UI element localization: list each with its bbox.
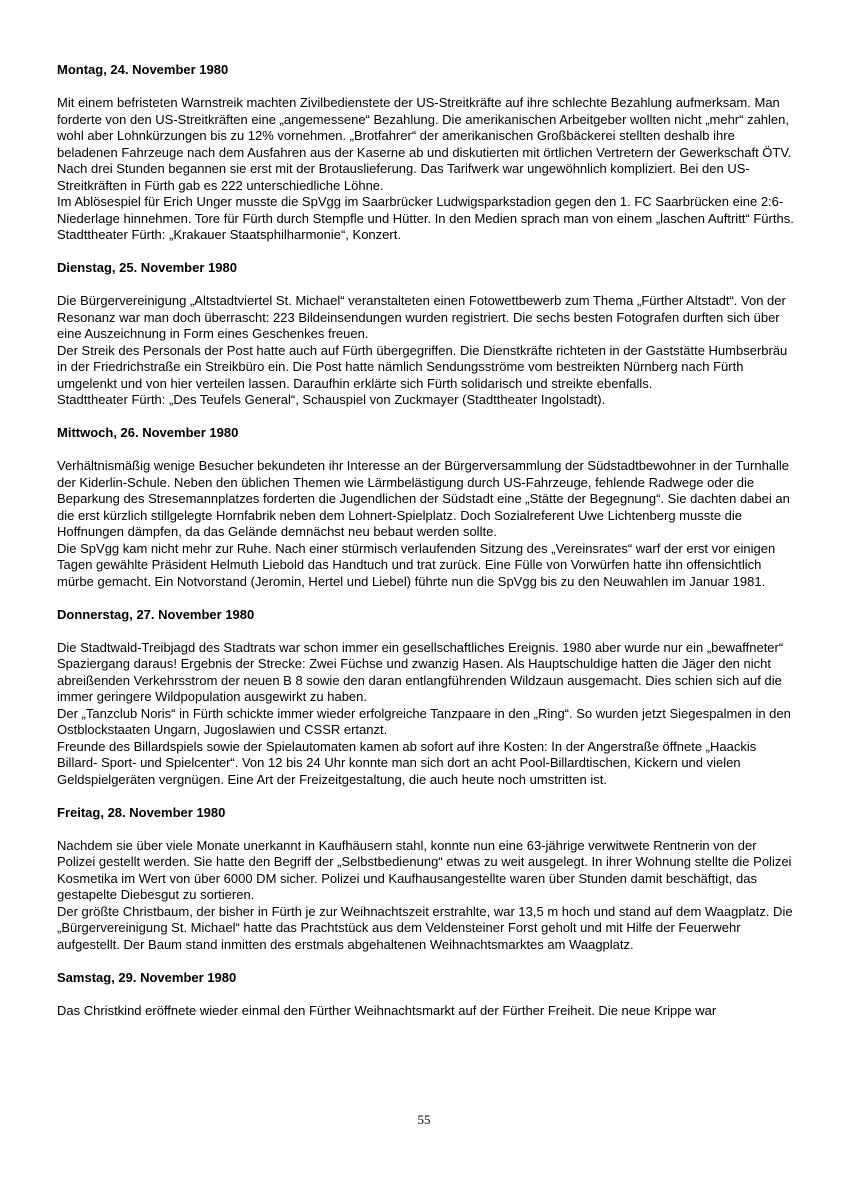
entry-heading: Donnerstag, 27. November 1980 — [57, 606, 255, 622]
diary-entry-monday — [57, 62, 797, 244]
entry-heading: Freitag, 28. November 1980 — [57, 804, 226, 820]
entry-paragraph: Verhältnismäßig wenige Besucher bekundeten ihr Interesse an der Bürgerversammlung der Südstadtbewohner in der Turnhalle der Kiderlin-Schule. Neben den üblichen Themen wie Lärmbelästigung durch US-Fahrzeuge, fehlende Radwege oder die Beparkung des Stresemannplatzes forderten die Jugendlichen der Südstadt eine „Stätte der Begegnung“. Sie dachten dabei an die erst kürzlich stillgelegte Hornfabrik neben dem Lohnert-Spielplatz. Doch Sozialreferent Uwe Lichtenberg musste die Hoffnungen dämpfen, da das Gelände demnächst neu bebaut werden sollte. — [57, 458, 790, 539]
diary-entry-thursday — [57, 607, 797, 789]
entry-paragraph: Die Stadtwald-Treibjagd des Stadtrats war schon immer ein gesellschaftliches Ereignis. 1980 aber wurde nur ein „bewaffneter“ Spaziergang daraus! Ergebnis der Strecke: Zwei Füchse und zwanzig Hasen. Als Hauptschuldige hatten die Jäger den nicht abreißenden Verkehrsstrom der neuen B 8 sowie den daran entlangführenden Wildzaun ausgemacht. Dies schien sich auf die immer geringere Wildpopulation ausgewirkt zu haben. — [57, 639, 784, 704]
entry-heading: Dienstag, 25. November 1980 — [57, 260, 237, 275]
diary-entry-tuesday — [57, 260, 797, 409]
diary-entry-wednesday — [57, 425, 797, 590]
entry-heading: Mittwoch, 26. November 1980 — [57, 425, 239, 440]
entry-heading: Samstag, 29. November 1980 — [57, 969, 237, 985]
page-number: 55 — [417, 1112, 431, 1127]
entry-heading: Montag, 24. November 1980 — [57, 62, 229, 77]
entry-paragraph: Nachdem sie über viele Monate unerkannt in Kaufhäusern stahl, konnte nun eine 63-jährige verwitwete Rentnerin von der Polizei gestellt werden. Sie hatte den Begriff der „Selbstbedienung“ etwas zu weit ausgelegt. In ihrer Wohnung stellte die Polizei Kosmetika im Wert von über 6000 DM sicher. Polizei und Kaufhausangestellte waren über Stunden damit beschäftigt, das gestapelte Diebesgut zu sortieren. — [57, 837, 792, 902]
entry-paragraph: Der größte Christbaum, der bisher in Fürth je zur Weihnachtszeit erstrahlte, war 13,5 m hoch und stand auf dem Waagplatz. Die „Bürgervereinigung St. Michael“ hatte das Prachtstück aus dem Veldensteiner Forst geholt und mit Hilfe der Feuerwehr aufgestellt. Der Baum stand inmitten des erstmals abgehaltenen Weihnachtsmarktes am Waagplatz. — [57, 903, 793, 952]
entry-paragraph: Stadttheater Fürth: „Des Teufels General“, Schauspiel von Zuckmayer (Stadttheater Ingolstadt). — [57, 392, 606, 407]
entry-paragraph: Stadttheater Fürth: „Krakauer Staatsphilharmonie“, Konzert. — [57, 227, 401, 242]
diary-entry-friday — [57, 805, 797, 954]
diary-entry-saturday — [57, 970, 797, 1020]
entry-paragraph: Im Ablösespiel für Erich Unger musste die SpVgg im Saarbrücker Ludwigsparkstadion gegen den 1. FC Saarbrücken eine 2:6-Niederlage hinnehmen. Tore für Fürth durch Stempfle und Hütter. In den Medien sprach man von einem „laschen Auftritt“ Fürths. — [57, 194, 794, 226]
entry-paragraph: Die Bürgervereinigung „Altstadtviertel St. Michael“ veranstalteten einen Fotowettbewerb zum Thema „Fürther Altstadt“. Von der Resonanz war man doch überrascht: 223 Bildeinsendungen wurden registriert. Die sechs besten Fotografen durften sich über eine Auszeichnung in Form eines Geschenkes freuen. — [57, 293, 786, 341]
entry-paragraph: Mit einem befristeten Warnstreik machten Zivilbedienstete der US-Streitkräfte auf ihre schlechte Bezahlung aufmerksam. Man forderte von den US-Streitkräften eine „angemessene“ Bezahlung. Die amerikanischen Arbeitgeber wollten nicht „mehr“ zahlen, wohl aber Lohnkürzungen bis zu 12% vornehmen. „Brotfahrer“ der amerikanischen Großbäckerei stellten deshalb ihre beladenen Fahrzeuge nach dem Ausfahren aus der Kaserne ab und diskutierten mit örtlichen Vertretern der Gewerkschaft ÖTV. Nach drei Stunden begannen sie erst mit der Brotauslieferung. Das Tarifwerk war ungewöhnlich kompliziert. Bei den US-Streitkräften in Fürth gab es 222 unterschiedliche Löhne. — [57, 95, 792, 193]
entry-paragraph: Der Streik des Personals der Post hatte auch auf Fürth übergegriffen. Die Dienstkräfte richteten in der Gaststätte Humbserbräu in der Friedrichstraße ein Streikbüro ein. Die Post hatte nämlich Sendungsströme vom bestreikten Nürnberg nach Fürth umgelenkt und von hier verteilen lassen. Daraufhin erklärte sich Fürth solidarisch und streikte ebenfalls. — [57, 342, 788, 391]
document-content — [57, 62, 797, 1036]
entry-paragraph: Freunde des Billardspiels sowie der Spielautomaten kamen ab sofort auf ihre Kosten: In der Angerstraße öffnete „Haackis Billard- Sport- und Spielcenter“. Von 12 bis 24 Uhr konnte man sich dort an acht Pool-Billardtischen, Kickern und vielen Geldspielgeräten vergnügen. Eine Art der Freizeitgestaltung, die auch heute noch umstritten ist. — [57, 738, 757, 787]
entry-paragraph: Die SpVgg kam nicht mehr zur Ruhe. Nach einer stürmisch verlaufenden Sitzung des „Vereinsrates“ warf der erst vor einigen Tagen gewählte Präsident Helmuth Liebold das Handtuch und trat zurück. Eine Fülle von Vorwürfen hatte ihn offensichtlich mürbe gemacht. Ein Notvorstand (Jeromin, Hertel und Liebel) führte nun die SpVgg bis zu den Neuwahlen im Januar 1981. — [57, 540, 776, 589]
entry-paragraph: Das Christkind eröffnete wieder einmal den Fürther Weihnachtsmarkt auf der Fürther Freiheit. Die neue Krippe war — [57, 1002, 717, 1018]
entry-paragraph: Der „Tanzclub Noris“ in Fürth schickte immer wieder erfolgreiche Tanzpaare in den „Ring“. So wurden jetzt Siegespalmen in den Ostblockstaaten Ungarn, Jugoslawien und CSSR ertanzt. — [57, 705, 791, 737]
